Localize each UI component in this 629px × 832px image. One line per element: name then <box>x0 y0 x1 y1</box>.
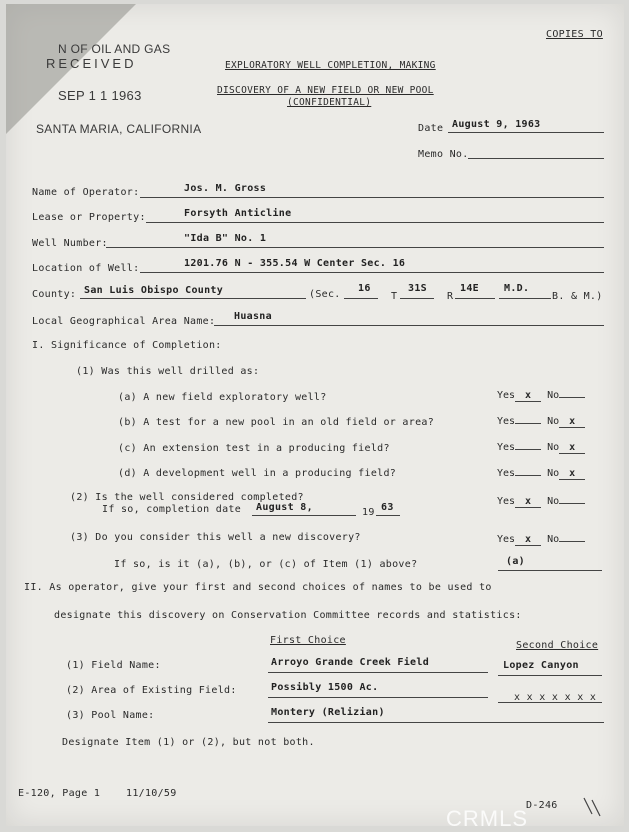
no-mark: x <box>559 416 585 428</box>
memo-underline <box>468 158 604 159</box>
check-mark-scribble <box>582 794 606 818</box>
no-blank <box>559 397 585 398</box>
question-3-answer: (a) <box>506 556 525 567</box>
stamp-division-line: N OF OIL AND GAS <box>58 42 171 56</box>
stamp-date: SEP 1 1 1963 <box>58 88 142 103</box>
yes-label: Yes <box>497 534 516 545</box>
question-1d: (d) A development well in a producing field? <box>118 468 397 479</box>
question-1c: (c) An extension test in a producing field? <box>118 443 390 454</box>
range-value: 14E <box>460 283 479 294</box>
county-label: County: <box>32 289 77 300</box>
lease-label: Lease or Property: <box>32 212 146 223</box>
completion-year-underline <box>376 515 400 516</box>
no-blank <box>559 541 585 542</box>
answer-3 <box>497 534 585 546</box>
meridian-value: M.D. <box>504 283 530 294</box>
field-name-first: Arroyo Grande Creek Field <box>271 657 430 668</box>
existing-area-second: x x x x x x x <box>514 692 597 703</box>
no-label: No <box>547 496 560 507</box>
designate-note: Designate Item (1) or (2), but not both. <box>62 737 315 748</box>
sec-underline <box>344 298 378 299</box>
operator-underline <box>140 197 604 198</box>
answer-1d <box>497 468 585 480</box>
well-number-value: "Ida B" No. 1 <box>184 233 267 244</box>
question-1: (1) Was this well drilled as: <box>76 366 260 377</box>
range-label: R <box>447 291 454 302</box>
range-underline <box>455 298 495 299</box>
area-name-underline <box>214 325 604 326</box>
existing-area-first: Possibly 1500 Ac. <box>271 682 379 693</box>
document-page <box>6 4 624 831</box>
no-mark: x <box>559 442 585 454</box>
yes-label: Yes <box>497 496 516 507</box>
yes-blank <box>515 449 541 450</box>
area-name-label: Local Geographical Area Name: <box>32 316 216 327</box>
yes-label: Yes <box>497 468 516 479</box>
form-number: E-120, Page 1 <box>18 788 101 799</box>
lease-underline <box>146 222 604 223</box>
field-name-first-underline <box>268 672 488 673</box>
section2-heading: II. As operator, give your first and second choices of names to be used to <box>24 582 492 593</box>
no-label: No <box>547 390 560 401</box>
document-number: D-246 <box>526 800 558 811</box>
no-label: No <box>547 442 560 453</box>
area-name-value: Huasna <box>234 311 272 322</box>
field-name-label: (1) Field Name: <box>66 660 161 671</box>
field-name-second: Lopez Canyon <box>503 660 579 671</box>
form-title-line2: DISCOVERY OF A NEW FIELD OR NEW POOL <box>217 85 434 96</box>
yes-blank <box>515 475 541 476</box>
question-1b: (b) A test for a new pool in an old field or area? <box>118 417 435 428</box>
meridian-underline <box>499 298 551 299</box>
well-number-label: Well Number: <box>32 238 108 249</box>
no-label: No <box>547 468 560 479</box>
county-underline <box>80 298 306 299</box>
township-underline <box>400 298 434 299</box>
question-1a: (a) A new field exploratory well? <box>118 392 327 403</box>
township-value: 31S <box>408 283 427 294</box>
second-choice-header: Second Choice <box>516 640 599 651</box>
sec-value: 16 <box>358 283 371 294</box>
yes-label: Yes <box>497 390 516 401</box>
section2-heading-line2: designate this discovery on Conservation Committee records and statistics: <box>54 610 522 621</box>
first-choice-header: First Choice <box>270 635 346 646</box>
copies-to-label: COPIES TO <box>546 29 603 40</box>
stamp-received: RECEIVED <box>46 56 137 71</box>
date-underline <box>448 132 604 133</box>
question-2: (2) Is the well considered completed? <box>70 492 304 503</box>
completion-date-underline <box>252 515 356 516</box>
operator-value: Jos. M. Gross <box>184 183 267 194</box>
question-3-followup: If so, is it (a), (b), or (c) of Item (1) above? <box>114 559 418 570</box>
form-revision-date: 11/10/59 <box>126 788 177 799</box>
answer-1b <box>497 416 585 428</box>
question-2-date-label: If so, completion date <box>102 504 242 515</box>
form-title-confidential: (CONFIDENTIAL) <box>287 97 372 108</box>
pool-name-underline <box>268 722 604 723</box>
operator-label: Name of Operator: <box>32 187 140 198</box>
yes-blank <box>515 423 541 424</box>
completion-date-value: August 8, <box>256 502 313 513</box>
field-name-second-underline <box>498 675 602 676</box>
county-value: San Luis Obispo County <box>84 285 224 296</box>
existing-area-first-underline <box>268 697 488 698</box>
location-value: 1201.76 N - 355.54 W Center Sec. 16 <box>184 258 406 269</box>
well-number-underline <box>106 247 604 248</box>
pool-name-first: Montery (Relizian) <box>271 707 385 718</box>
yes-label: Yes <box>497 442 516 453</box>
answer-1c <box>497 442 585 454</box>
existing-area-second-underline <box>498 702 602 703</box>
watermark-logo: CRMLS <box>446 806 529 831</box>
no-label: No <box>547 534 560 545</box>
yes-mark: x <box>515 534 541 546</box>
date-value: August 9, 1963 <box>452 119 541 130</box>
memo-label: Memo No. <box>418 149 469 160</box>
question-3: (3) Do you consider this well a new discovery? <box>70 532 361 543</box>
location-underline <box>140 272 604 273</box>
completion-year-value: 63 <box>381 502 394 513</box>
township-label: T <box>391 291 398 302</box>
lease-value: Forsyth Anticline <box>184 208 292 219</box>
no-blank <box>559 503 585 504</box>
stamp-location: SANTA MARIA, CALIFORNIA <box>36 122 202 136</box>
answer-1a <box>497 390 585 402</box>
yes-mark: x <box>515 496 541 508</box>
section1-heading: I. Significance of Completion: <box>32 340 222 351</box>
pool-name-label: (3) Pool Name: <box>66 710 155 721</box>
answer-2 <box>497 496 585 508</box>
question-3-underline <box>498 570 602 571</box>
yes-label: Yes <box>497 416 516 427</box>
completion-century: 19 <box>362 507 375 518</box>
yes-mark: x <box>515 390 541 402</box>
date-label: Date <box>418 123 444 134</box>
no-label: No <box>547 416 560 427</box>
sec-label: (Sec. <box>309 289 341 300</box>
form-title-line1: EXPLORATORY WELL COMPLETION, MAKING <box>225 60 436 71</box>
meridian-label: B. & M.) <box>552 291 603 302</box>
no-mark: x <box>559 468 585 480</box>
existing-area-label: (2) Area of Existing Field: <box>66 685 237 696</box>
location-label: Location of Well: <box>32 263 140 274</box>
